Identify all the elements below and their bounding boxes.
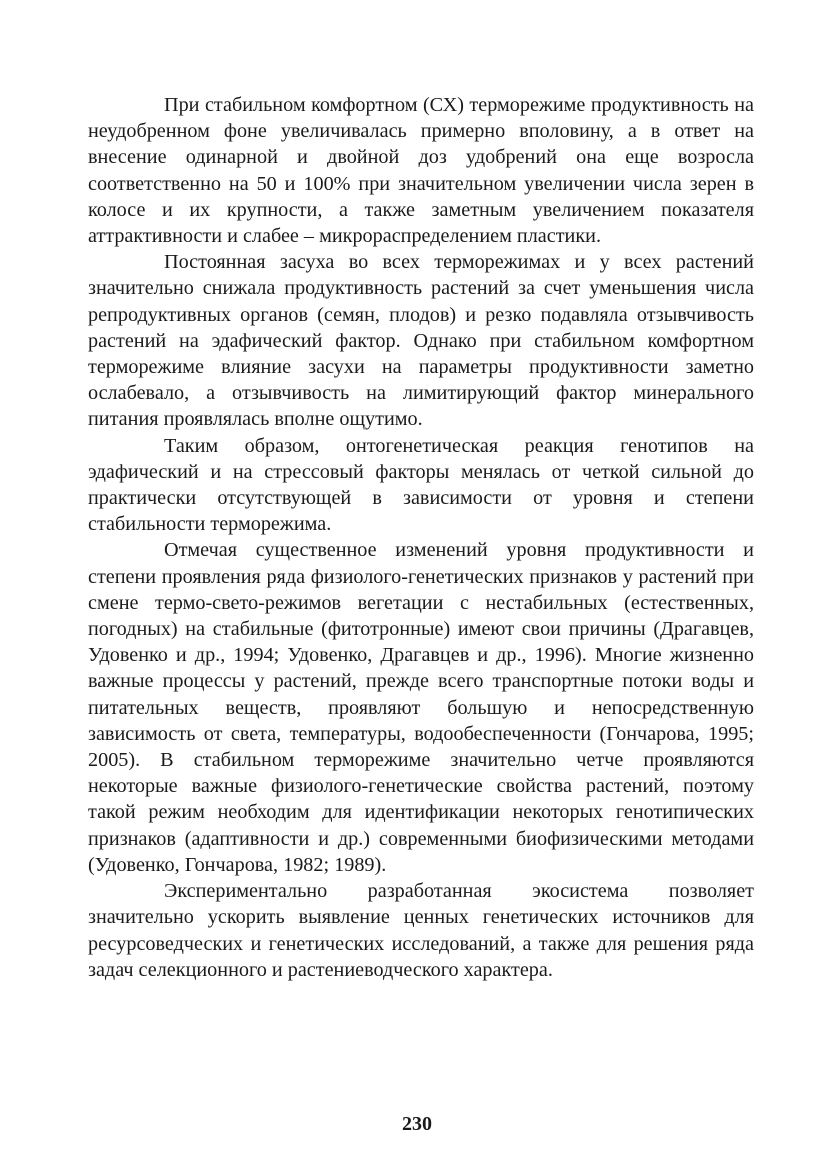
paragraph-comfort-thermoregime: При стабильном комфортном (СХ) терморежиме продуктивность на неудобренном фоне увеличивалась примерно вполовину, а в ответ на внесение одинарной и двойной доз удобрений она еще возросла соответственно на 50 и 100% при значительном увеличении числа зерен в колосе и их крупности, а также заметным увеличением показателя аттрактивности и слабее – микрораспределением пластики. <box>88 94 754 248</box>
paragraph-ecosystem: Экспериментально разработанная экосистема позволяет значительно ускорить выявление ценных генетических источников для ресурсоведческих и генетических исследований, а также для решения ряда задач селекционного и растениеводческого характера. <box>88 880 754 981</box>
page-body <box>88 92 754 983</box>
paragraph-productivity-changes: Отмечая существенное изменений уровня продуктивности и степени проявления ряда физиолого-генетических признаков у растений при смене термо-свето-режимов вегетации с нестабильных (естественных, погодных) на стабильные (фитотронные) имеют свои причины (Драгавцев, Удовенко и др., 1994; Удовенко, Драгавцев и др., 1996). Многие жизненно важные процессы у растений, прежде всего транспортные потоки воды и питательных веществ, проявляют большую и непосредственную зависимость от света, температуры, водообеспеченности (Гончарова, 1995; 2005). В стабильном терморежиме значительно четче проявляются некоторые важные физиолого-генетические свойства растений, поэтому такой режим необходим для идентификации некоторых генотипических признаков (адаптивности и др.) современными биофизическими методами (Удовенко, Гончарова, 1982; 1989). <box>88 539 754 876</box>
page-number: 230 <box>402 1113 432 1135</box>
paragraph-conclusion: Таким образом, онтогенетическая реакция генотипов на эдафический и на стрессовый факторы менялась от четкой сильной до практически отсутствующей в зависимости от уровня и степени стабильности терморежима. <box>88 434 754 536</box>
paragraph-drought: Постоянная засуха во всех терморежимах и у всех растений значительно снижала продуктивность растений за счет уменьшения числа репродуктивных органов (семян, плодов) и резко подавляла отзывчивость растений на эдафический фактор. Однако при стабильном комфортном терморежиме влияние засухи на параметры продуктивности заметно ослабевало, а отзывчивость на лимитирующий фактор минерального питания проявлялась вполне ощутимо. <box>88 251 754 431</box>
